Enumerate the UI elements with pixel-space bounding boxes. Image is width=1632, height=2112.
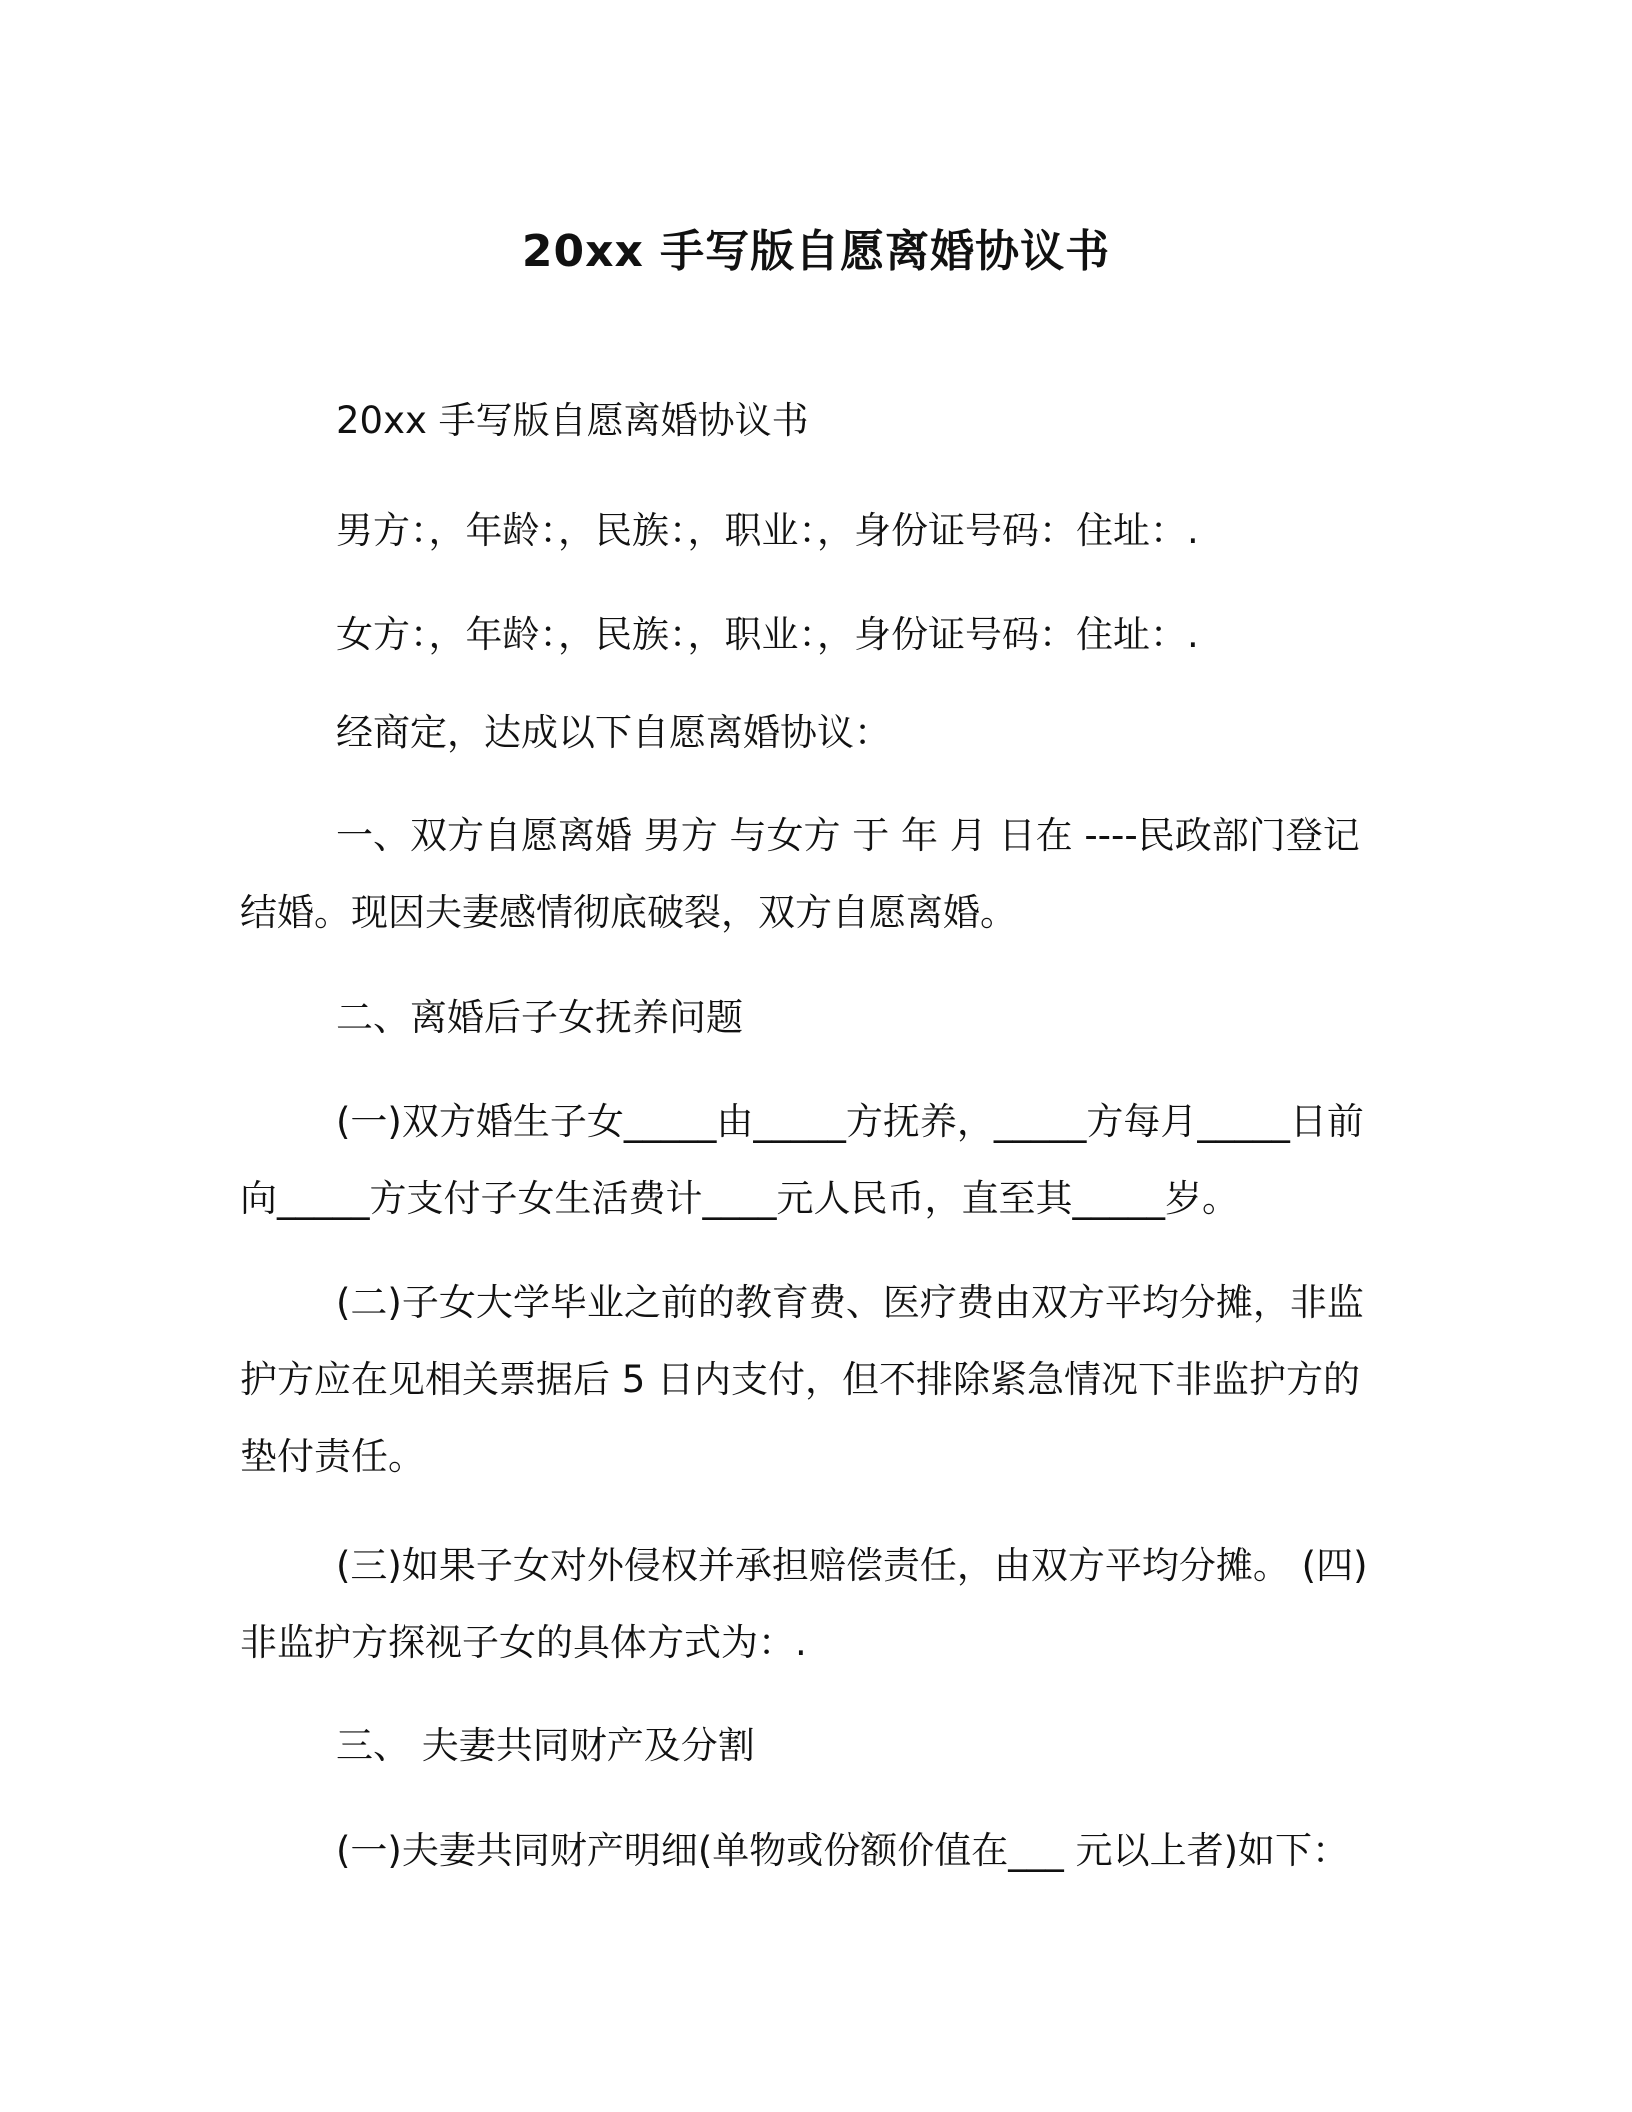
clause-3-heading: 三、 夫妻共同财产及分割 xyxy=(336,1724,755,1767)
clause-1-voluntary-divorce: 一、双方自愿离婚 男方 与女方 于 年 月 日在 ----民政部门登记结婚。现因夫妻感情彻底破裂，双方自愿离婚。 xyxy=(240,814,1360,934)
clause-3-1-property-list: (一)夫妻共同财产明细(单物或份额价值在___ 元以上者)如下： xyxy=(336,1829,1349,1872)
female-party-info: 女方：，年龄：，民族：，职业：，身份证号码：住址：. xyxy=(336,613,1199,656)
document-title: 20xx 手写版自愿离婚协议书 xyxy=(521,226,1111,277)
subtitle-paragraph: 20xx 手写版自愿离婚协议书 xyxy=(336,399,809,442)
clause-2-1-custody: (一)双方婚生子女_____由_____方抚养，_____方每月_____日前向_____方支付子女生活费计____元人民币，直至其_____岁。 xyxy=(240,1100,1364,1220)
clause-2-3-2-4-liability-visitation: (三)如果子女对外侵权并承担赔偿责任，由双方平均分摊。 (四)非监护方探视子女的具体方式为：. xyxy=(240,1544,1368,1664)
male-party-info: 男方：，年龄：，民族：，职业：，身份证号码：住址：. xyxy=(336,509,1199,552)
clause-2-heading: 二、离婚后子女抚养问题 xyxy=(336,996,743,1039)
agreement-intro: 经商定，达成以下自愿离婚协议： xyxy=(336,711,891,754)
clause-2-2-expenses: (二)子女大学毕业之前的教育费、医疗费由双方平均分摊，非监护方应在见相关票据后 5 日内支付，但不排除紧急情况下非监护方的垫付责任。 xyxy=(240,1281,1364,1478)
